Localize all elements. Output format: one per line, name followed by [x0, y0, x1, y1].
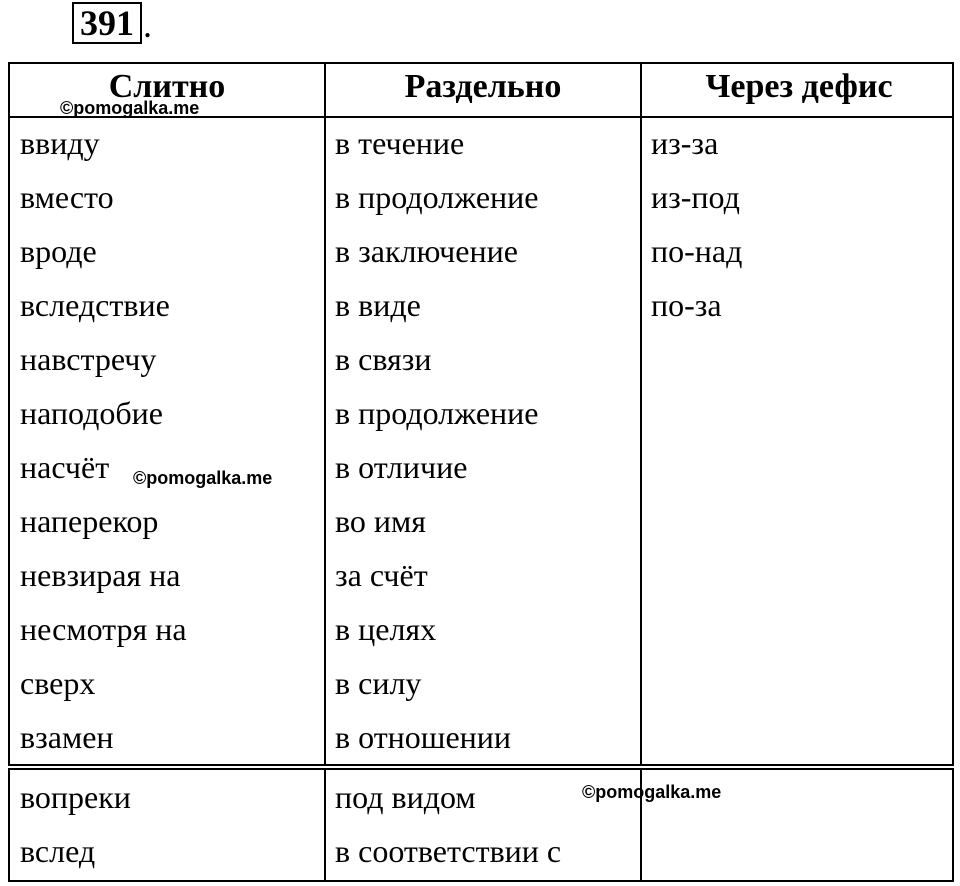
table-cell: вместо	[20, 179, 114, 215]
table-cell: в течение	[335, 125, 465, 161]
table-cell: в продолжение	[335, 395, 539, 431]
watermark: ©pomogalka.me	[582, 782, 722, 802]
table-cell: вследствие	[20, 287, 170, 323]
prepositions-table	[8, 62, 954, 766]
column-hyphen	[651, 116, 742, 332]
table-cell: под видом	[335, 779, 476, 815]
table-cell: вслед	[20, 833, 96, 869]
header-hyphen: Через дефис	[705, 68, 893, 105]
table-cell: невзирая на	[20, 557, 181, 593]
task-number-box: 391	[72, 2, 142, 44]
table-cell: вроде	[20, 233, 97, 269]
table-cell: сверх	[20, 665, 96, 701]
table-cell: в отношении	[335, 719, 512, 755]
column-separately	[335, 116, 538, 764]
extra-column-together	[20, 770, 131, 878]
table-cell: наперекор	[20, 503, 159, 539]
table-cell: ввиду	[20, 125, 100, 161]
column-together	[20, 116, 187, 764]
table-cell: в целях	[335, 611, 437, 647]
column-divider	[324, 770, 326, 880]
extra-prepositions-table	[8, 768, 954, 882]
table-cell: по-над	[651, 233, 743, 269]
table-cell: в соответствии с	[335, 833, 562, 869]
column-divider	[324, 64, 326, 764]
table-cell: в продолжение	[335, 179, 539, 215]
table-cell: за счёт	[335, 557, 428, 593]
watermark: ©pomogalka.me	[60, 98, 200, 118]
table-cell: в силу	[335, 665, 422, 701]
table-cell: из-под	[651, 179, 740, 215]
table-cell: во имя	[335, 503, 426, 539]
header-together: Слитно	[108, 68, 226, 105]
table-cell: из-за	[651, 125, 719, 161]
column-divider	[640, 64, 642, 764]
table-cell: навстречу	[20, 341, 157, 377]
table-cell: несмотря на	[20, 611, 187, 647]
table-cell: наподобие	[20, 395, 163, 431]
table-cell: вопреки	[20, 779, 131, 815]
table-cell: насчёт	[20, 449, 110, 485]
watermark: ©pomogalka.me	[133, 468, 273, 488]
table-cell: взамен	[20, 719, 114, 755]
table-cell: по-за	[651, 287, 722, 323]
extra-column-separately	[335, 770, 561, 878]
table-cell: в связи	[335, 341, 432, 377]
table-cell: в виде	[335, 287, 421, 323]
task-number	[72, 4, 152, 44]
header-separately: Раздельно	[404, 68, 562, 105]
table-cell: в отличие	[335, 449, 468, 485]
table-cell: в заключение	[335, 233, 518, 269]
task-number-dot: .	[143, 5, 152, 45]
